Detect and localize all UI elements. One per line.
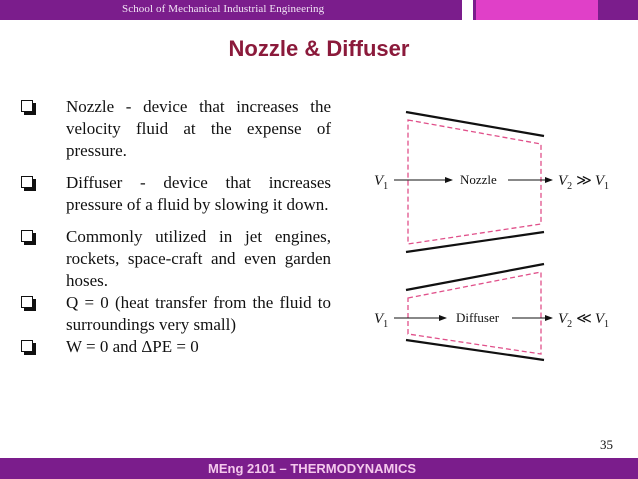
school-name: School of Mechanical Industrial Engineering — [122, 3, 325, 15]
diffuser-v1-symbol: V — [374, 311, 384, 327]
header-divider — [462, 0, 473, 20]
svg-text:V1 — [374, 311, 388, 330]
svg-text:V2≫V1 — [558, 173, 609, 192]
nozzle-label: Nozzle — [460, 172, 497, 187]
nozzle-v2-symbol: V — [558, 173, 568, 189]
checkbox-bullet-icon — [21, 230, 33, 242]
diffuser-v1-compare: V — [594, 311, 605, 327]
diffuser-v1-subscript: 1 — [383, 319, 389, 330]
bullet-list — [18, 96, 343, 358]
slide-title: Nozzle & Diffuser — [228, 36, 410, 61]
header-bar — [0, 0, 638, 20]
checkbox-bullet-icon — [21, 176, 33, 188]
diffuser-wall-bottom — [406, 340, 544, 360]
nozzle-v2-subscript: 2 — [567, 181, 573, 192]
nozzle-v1-compare: V — [594, 173, 605, 189]
diffuser-schematic — [374, 264, 609, 360]
nozzle-v1-compare-subscript: 1 — [604, 181, 610, 192]
bullet-nozzle: Nozzle - device that increases the velocity fluid at the expense of pressure. — [18, 96, 343, 162]
page-number: 35 — [600, 437, 613, 452]
course-title: MEng 2101 – THERMODYNAMICS — [208, 461, 417, 476]
bullet-diffuser: Diffuser - device that increases pressure of a fluid by slowing it down. — [18, 172, 343, 216]
nozzle-wall-bottom — [406, 232, 544, 252]
svg-text:V2≪V1 — [558, 311, 609, 330]
nozzle-v1-symbol: V — [374, 173, 384, 189]
checkbox-bullet-icon — [21, 340, 33, 352]
diffuser-wall-top — [406, 264, 544, 290]
diffuser-v1-compare-subscript: 1 — [604, 319, 610, 330]
checkbox-bullet-icon — [21, 100, 33, 112]
nozzle-relation: ≫ — [576, 173, 592, 189]
diffuser-v2-subscript: 2 — [567, 319, 573, 330]
bullet-heat-transfer: Q = 0 (heat transfer from the fluid to surroundings very small) — [18, 292, 343, 336]
footer-bar — [0, 458, 638, 479]
nozzle-diffuser-diagram — [364, 92, 630, 362]
nozzle-schematic — [374, 112, 609, 252]
bullet-applications: Commonly utilized in jet engines, rockets, space-craft and even garden hoses. — [18, 226, 343, 292]
header-accent-block — [476, 0, 598, 20]
svg-text:V1 — [374, 173, 388, 192]
bullet-work-energy: W = 0 and ΔPE = 0 — [18, 336, 343, 358]
nozzle-v1-subscript: 1 — [383, 181, 389, 192]
diffuser-relation: ≪ — [576, 311, 592, 327]
checkbox-bullet-icon — [21, 296, 33, 308]
diffuser-v2-symbol: V — [558, 311, 568, 327]
diffuser-label: Diffuser — [456, 310, 500, 325]
